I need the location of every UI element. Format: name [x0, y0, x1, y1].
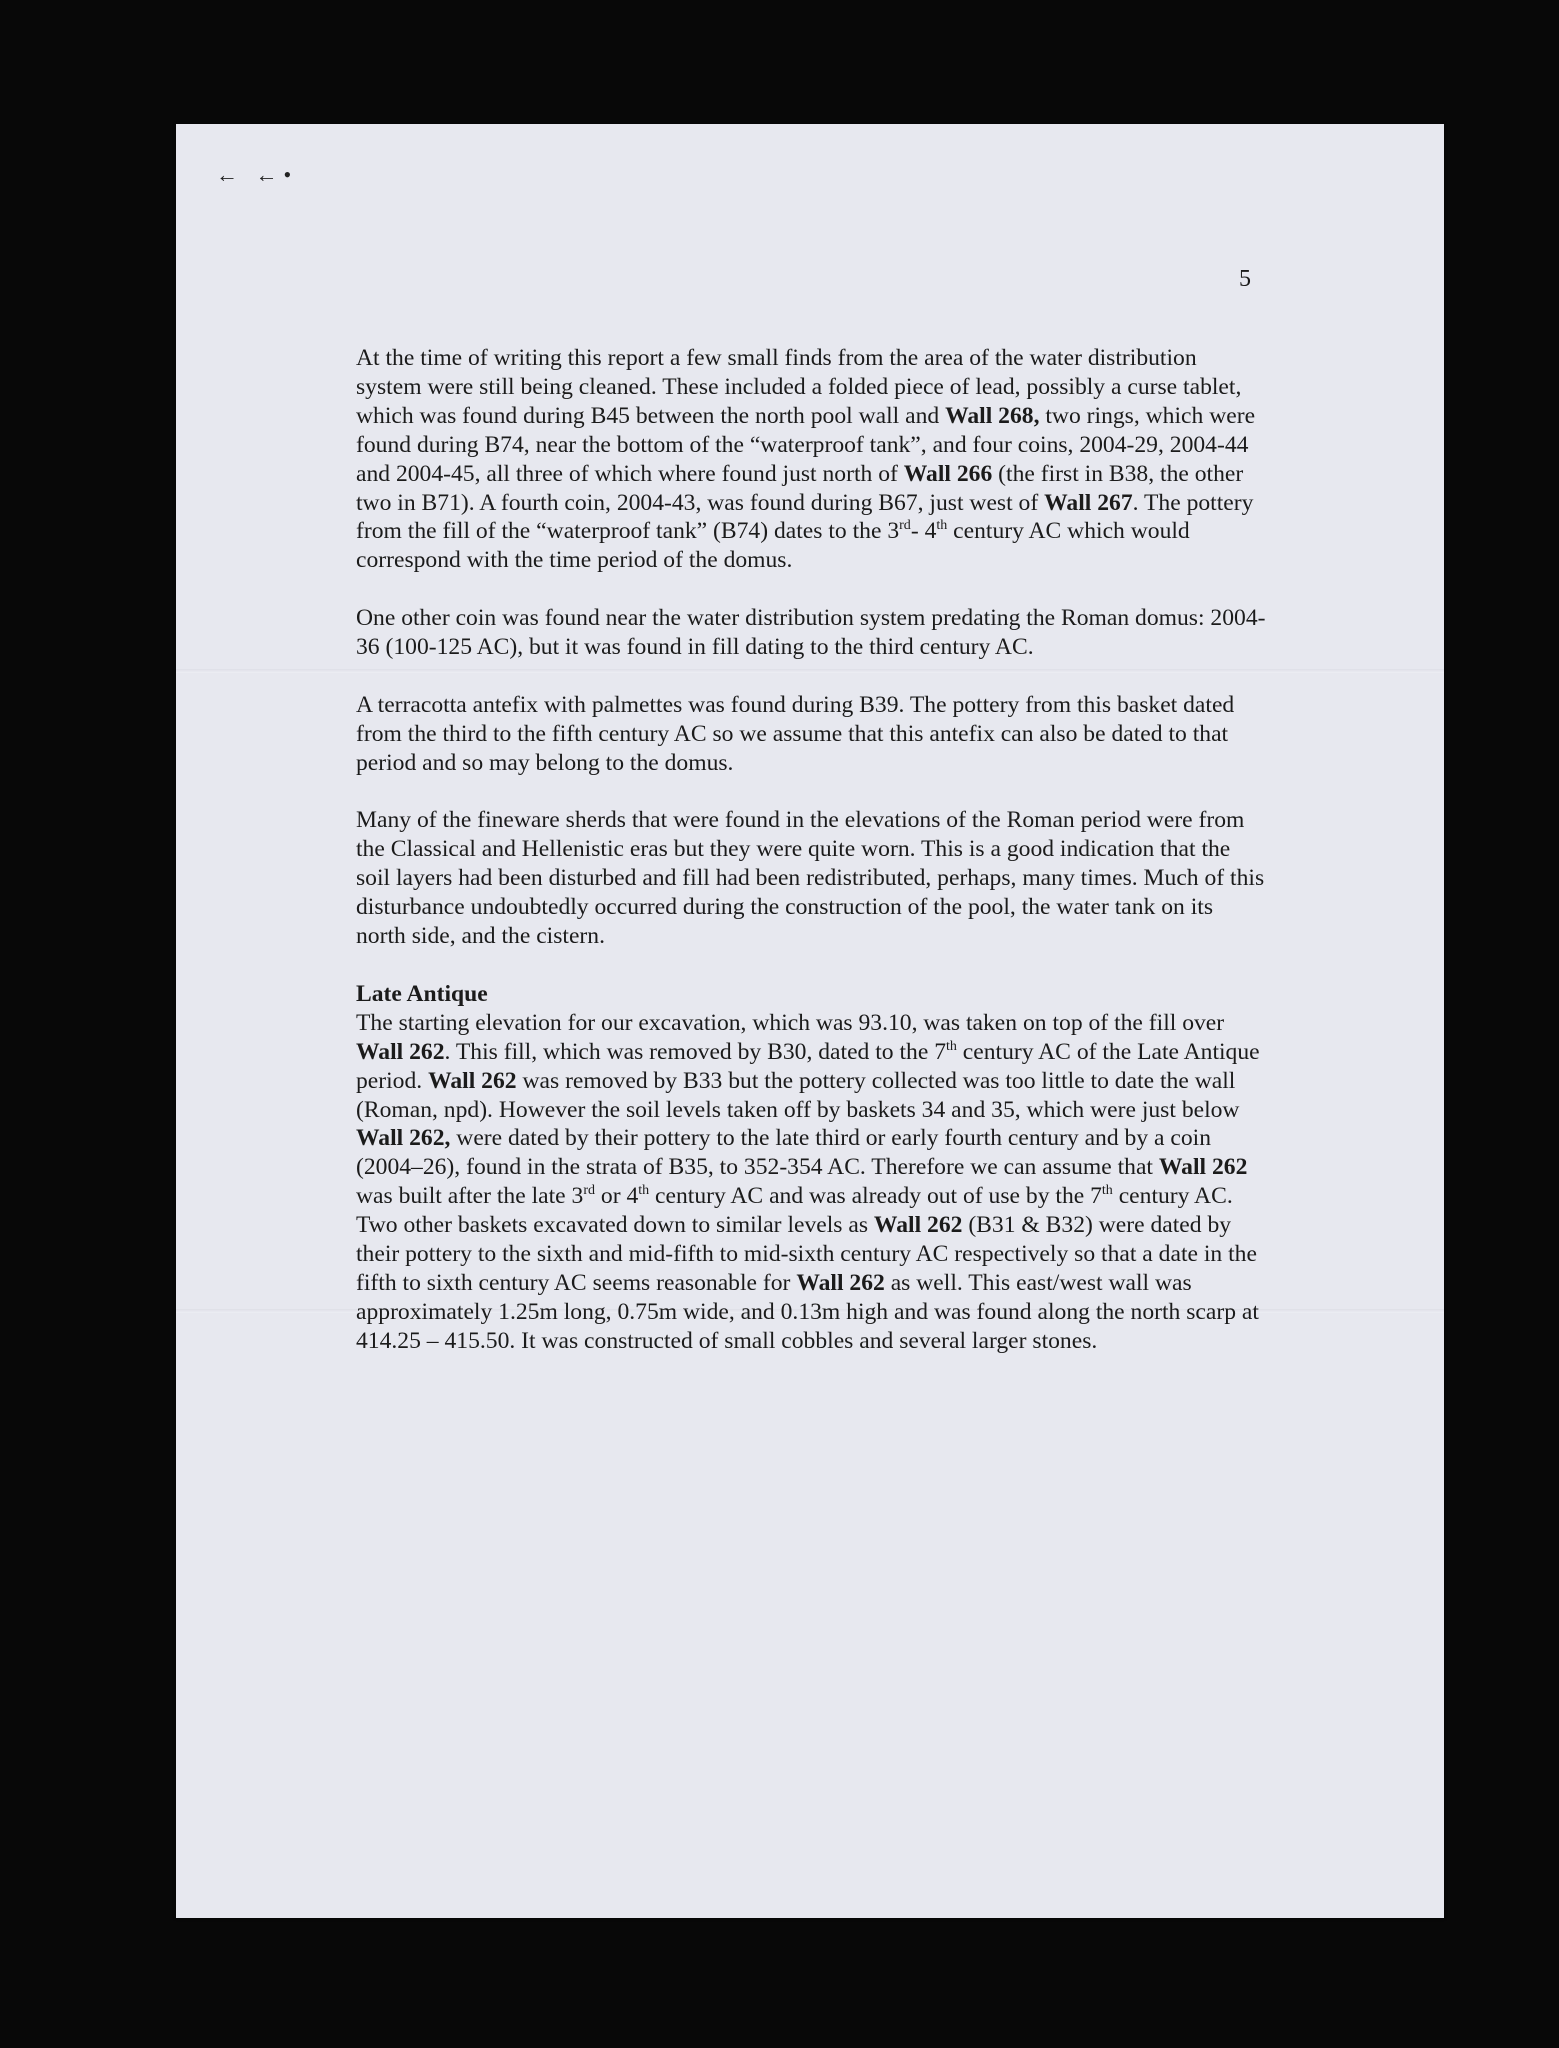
section-heading-late-antique: Late Antique [356, 980, 488, 1007]
wall-ref: Wall 262 [1158, 1154, 1248, 1181]
wall-ref: Wall 262 [428, 1067, 517, 1094]
wall-ref: Wall 268, [945, 402, 1040, 429]
wall-ref: Wall 266 [903, 460, 993, 487]
report-body [356, 344, 1266, 1385]
margin-marks: ← ←• [216, 162, 298, 187]
wall-ref: Wall 262 [873, 1212, 963, 1239]
wall-ref: Wall 262 [356, 1038, 445, 1065]
wall-ref: Wall 267 [1044, 489, 1133, 516]
paragraph-late-antique: The starting elevation for our excavation, which was 93.10, was taken on top of the fill over Wall 262. This fill, which was removed by B30, dated to the 7th century AC of the Late Antique period. Wall 262 was removed by B33 but the pottery collected was too little to date the wall (Roman, npd). However the soil levels taken off by baskets 34 and 35, which were just below Wall 262, were dated by their pottery to the late third or early fourth century and by a coin (2004–26), found in the strata of B35, to 352-354 AC. Therefore we can assume that Wall 262 was built after the late 3rd or 4th century AC and was already out of use by the 7th century AC. Two other baskets excavated down to similar levels as Wall 262 (B31 & B32) were dated by their pottery to the sixth and mid-fifth to mid-sixth century AC respectively so that a date in the fifth to sixth century AC seems reasonable for Wall 262 as well. This east/west wall was approximately 1.25m long, 0.75m wide, and 0.13m high and was found along the north scarp at 414.25 – 415.50. It was constructed of small cobbles and several larger stones. [356, 1009, 1260, 1354]
wall-ref: Wall 262, [356, 1125, 451, 1152]
paragraph-small-finds: At the time of writing this report a few small finds from the area of the water distribution system were still being cleaned. These included a folded piece of lead, possibly a curse tablet, which was found during B45 between the north pool wall and Wall 268, two rings, which were found during B74, near the bottom of the “waterproof tank”, and four coins, 2004-29, 2004-44 and 2004-45, all three of which where found just north of Wall 266 (the first in B38, the other two in B71). A fourth coin, 2004-43, was found during B67, just west of Wall 267. The pottery from the fill of the “waterproof tank” (B74) dates to the 3rd- 4th century AC which would correspond with the time period of the domus. [356, 345, 1256, 574]
paragraph-fineware: Many of the fineware sherds that were found in the elevations of the Roman period were from the Classical and Hellenistic eras but they were quite worn. This is a good indication that the soil layers had been disturbed and fill had been redistributed, perhaps, many times. Much of this disturbance undoubtedly occurred during the construction of the pool, the water tank on its north side, and the cistern. [356, 807, 1265, 950]
paragraph-antefix: A terracotta antefix with palmettes was found during B39. The pottery from this basket dated from the third to the fifth century AC so we assume that this antefix can also be dated to that period and so may belong to the domus. [356, 691, 1235, 776]
page-number: 5 [1239, 266, 1251, 292]
paragraph-coin: One other coin was found near the water distribution system predating the Roman domus: 2004-36 (100-125 AC), but it was found in fill dating to the third century AC. [356, 605, 1266, 661]
paper-page [176, 124, 1444, 1918]
wall-ref: Wall 262 [796, 1269, 885, 1296]
